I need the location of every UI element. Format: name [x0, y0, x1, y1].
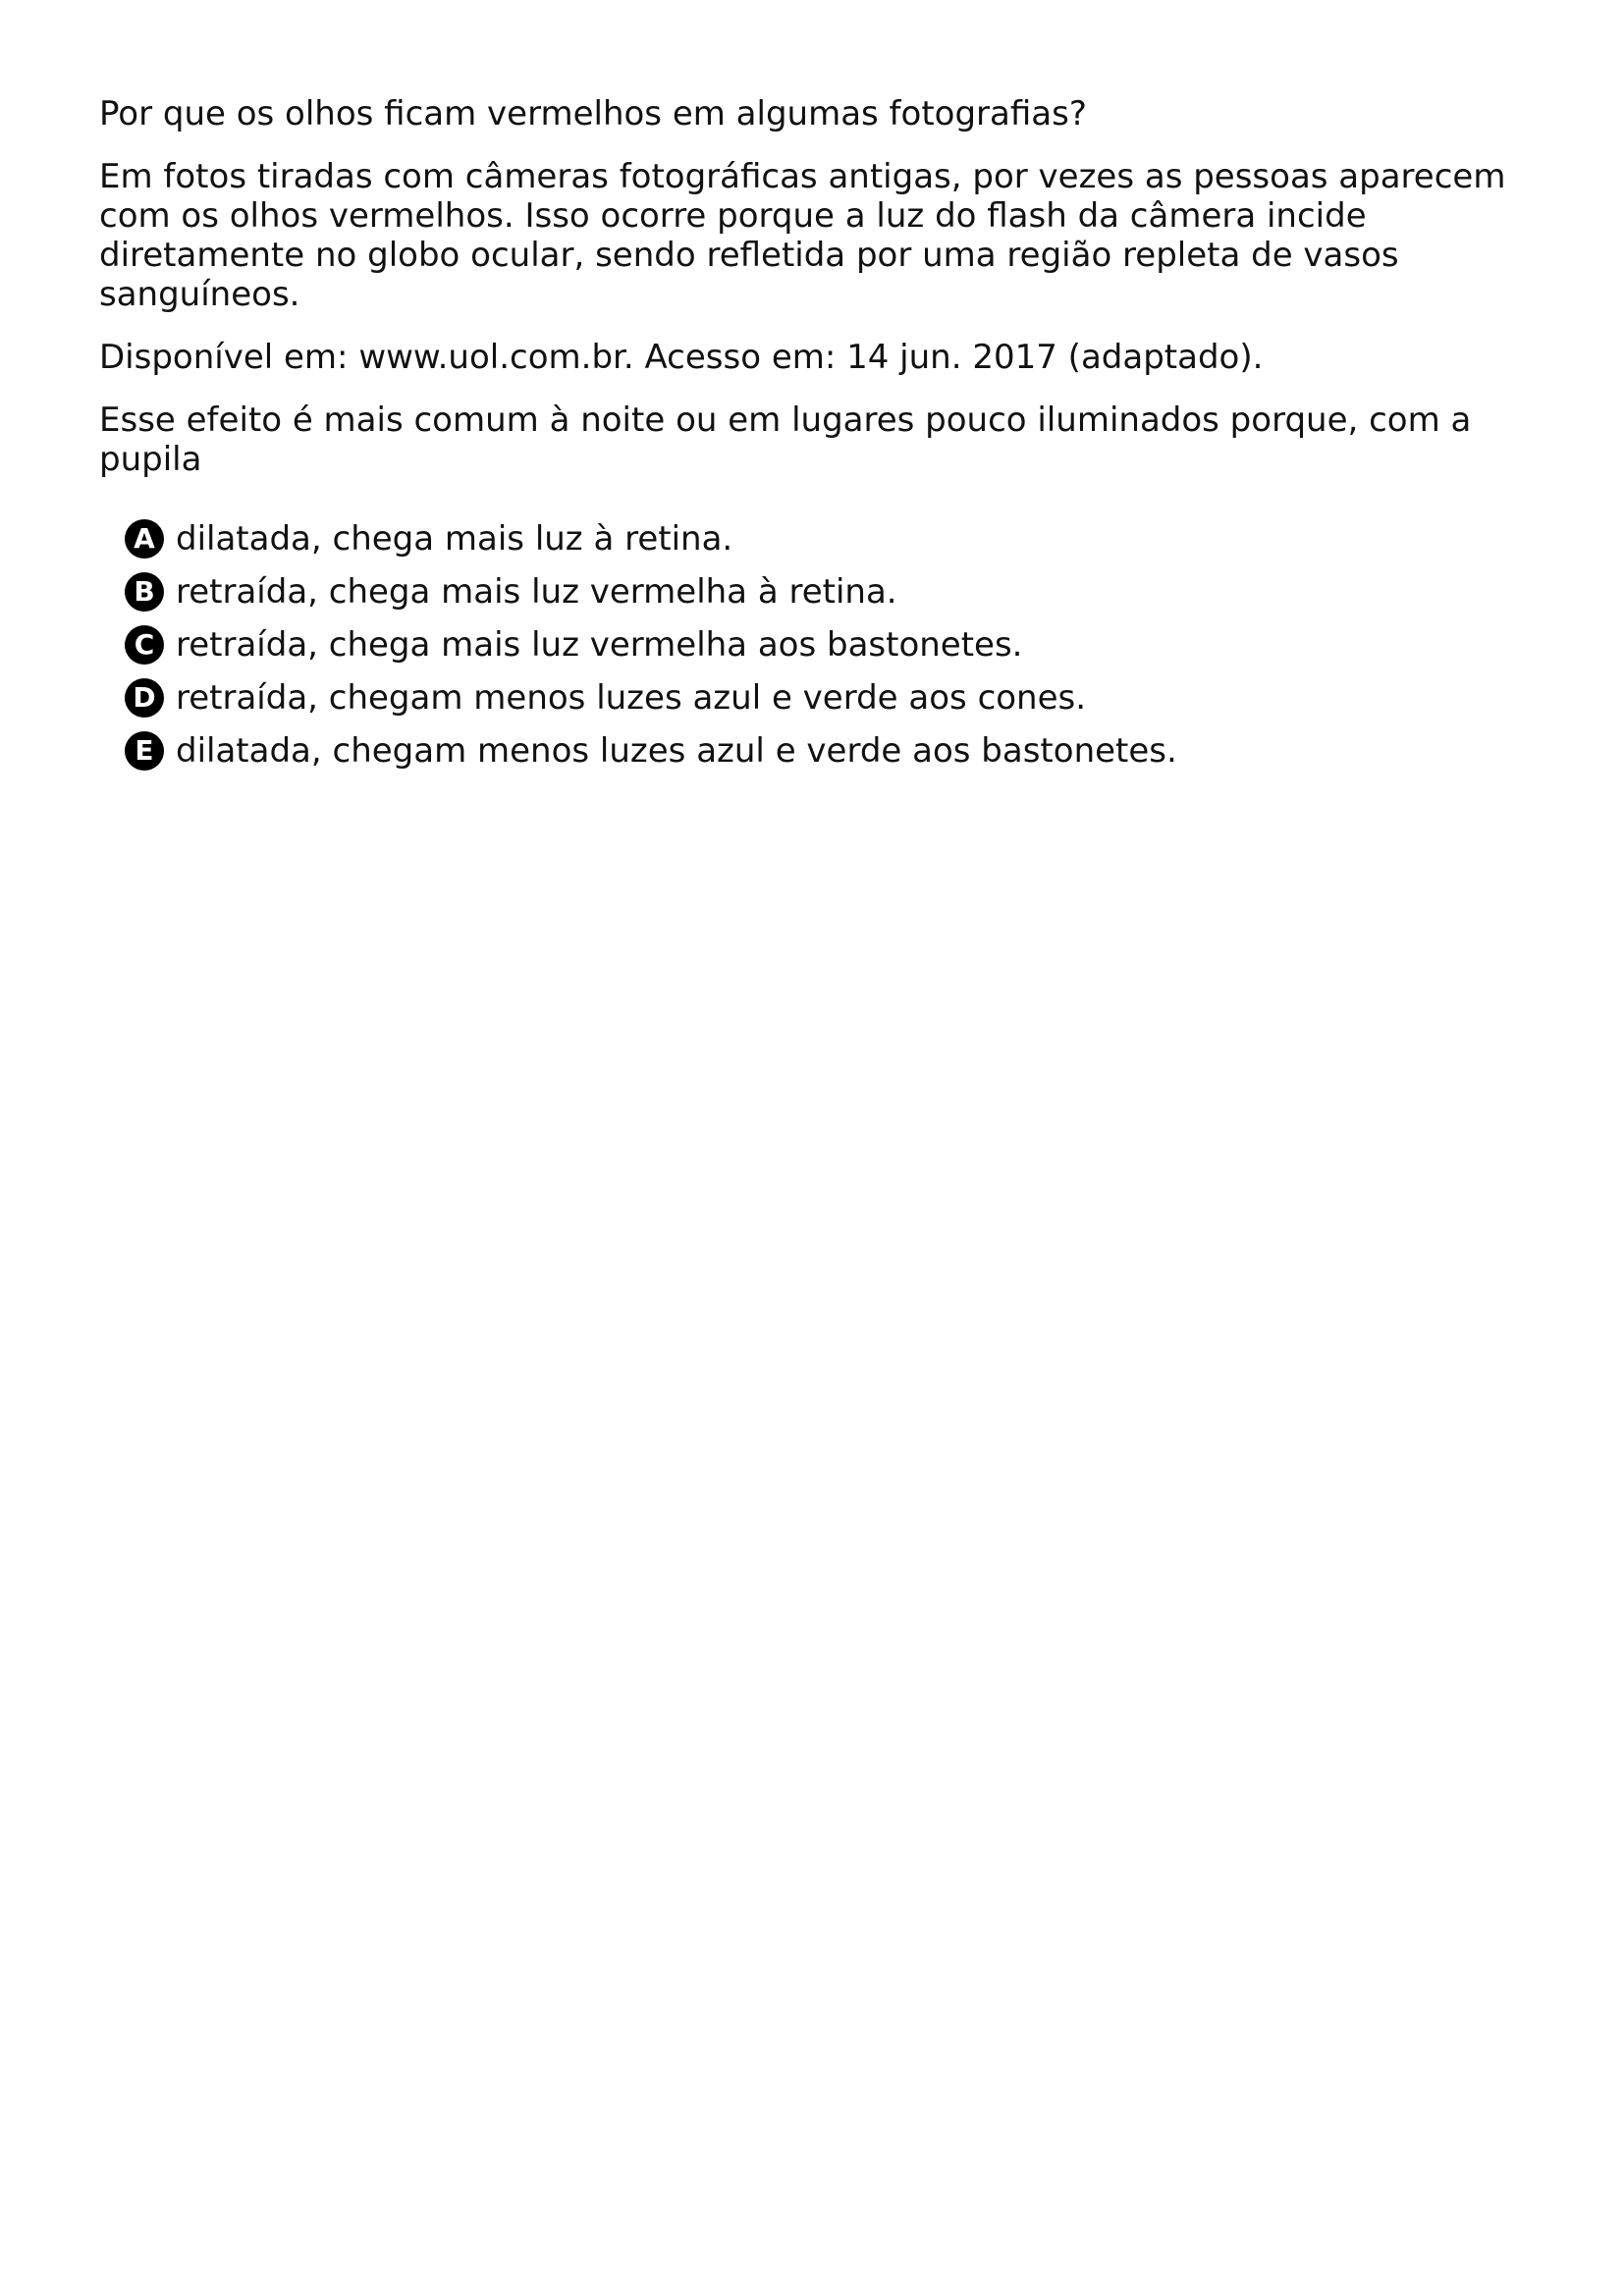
option-letter-badge: E [125, 731, 164, 771]
question-title: Por que os olhos ficam vermelhos em algumas fotografias? [99, 94, 1087, 133]
option-text: retraída, chega mais luz vermelha aos bastonetes. [176, 625, 1023, 665]
option-b[interactable] [125, 565, 1535, 618]
option-text: dilatada, chega mais luz à retina. [176, 519, 733, 559]
option-letter-badge: D [125, 678, 164, 718]
option-letter-badge: C [125, 625, 164, 665]
option-c[interactable] [125, 618, 1535, 671]
question-stem: Esse efeito é mais comum à noite ou em lugares pouco iluminados porque, com a pupila [99, 400, 1472, 479]
option-text: retraída, chega mais luz vermelha à retina. [176, 572, 897, 612]
option-e[interactable] [125, 724, 1535, 777]
source-citation: Disponível em: www.uol.com.br. Acesso em: 14 jun. 2017 (adaptado). [99, 338, 1264, 377]
question-text: Em fotos tiradas com câmeras fotográficas antigas, por vezes as pessoas aparecem com os olhos vermelhos. Isso ocorre porque a luz do flash da câmera incide diretamente no globo ocular, sendo refletida por uma região repleta de vasos sanguíneos. [99, 157, 1506, 314]
option-a[interactable] [125, 512, 1535, 565]
option-d[interactable] [125, 671, 1535, 724]
answer-options [99, 512, 1535, 777]
option-text: dilatada, chegam menos luzes azul e verde aos bastonetes. [176, 731, 1177, 771]
option-letter-badge: A [125, 519, 164, 559]
option-letter-badge: B [125, 572, 164, 612]
question-document [99, 94, 1535, 777]
option-text: retraída, chegam menos luzes azul e verde aos cones. [176, 678, 1087, 718]
